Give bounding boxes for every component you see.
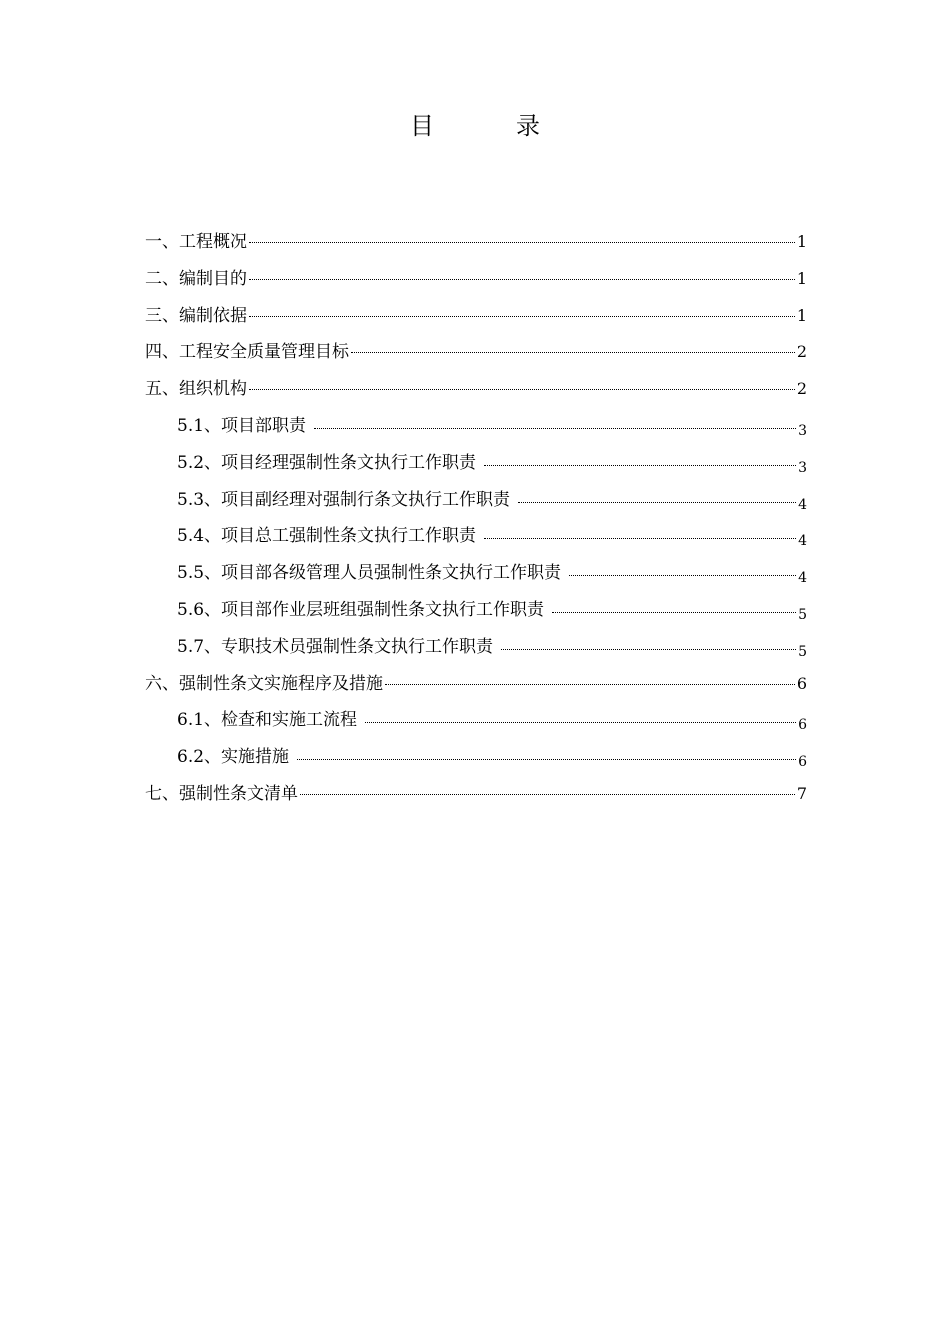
toc-dot-leader	[249, 389, 795, 390]
page-title	[0, 108, 950, 144]
toc-page-number: 5	[798, 643, 807, 660]
toc-entry[interactable]	[145, 224, 807, 261]
toc-entry-label: 5.3、项目副经理对强制行条文执行工作职责	[177, 489, 511, 510]
toc-subentry[interactable]	[145, 518, 807, 555]
toc-entry-label: 6.1、检查和实施工流程	[177, 710, 358, 731]
toc-page-number: 2	[796, 342, 807, 362]
toc-dot-leader	[484, 465, 796, 466]
toc-dot-leader	[552, 612, 796, 613]
toc-entry-label: 七、强制性条文清单	[145, 783, 298, 804]
toc-subentry[interactable]	[145, 739, 807, 776]
toc-page-number: 2	[796, 379, 807, 399]
title-part-1: 目	[410, 112, 434, 140]
toc-entry-label: 四、工程安全质量管理目标	[145, 342, 349, 363]
toc-page-number: 4	[798, 533, 807, 550]
toc-subentry[interactable]	[145, 592, 807, 629]
toc-subentry[interactable]	[145, 702, 807, 739]
toc-entry-label: 一、工程概况	[145, 232, 247, 252]
toc-entry-label: 二、编制目的	[145, 268, 247, 289]
toc-entry-label: 五、组织机构	[145, 379, 247, 400]
toc-entry-label: 5.4、项目总工强制性条文执行工作职责	[177, 526, 477, 547]
toc-dot-leader	[501, 649, 796, 650]
toc-page-number: 6	[798, 717, 807, 734]
toc-subentry[interactable]	[145, 629, 807, 666]
toc-subentry[interactable]	[145, 445, 807, 482]
toc-page-number: 1	[796, 305, 807, 325]
toc-entry[interactable]	[145, 776, 807, 813]
toc-page-number: 7	[796, 783, 807, 803]
table-of-contents	[145, 224, 807, 813]
toc-entry-label: 六、强制性条文实施程序及措施	[145, 673, 383, 694]
toc-entry[interactable]	[145, 261, 807, 298]
toc-subentry[interactable]	[145, 408, 807, 445]
toc-dot-leader	[249, 279, 795, 280]
toc-entry-label: 5.1、项目部职责	[177, 415, 307, 436]
toc-entry-label: 6.2、实施措施	[177, 747, 290, 768]
toc-dot-leader	[365, 722, 796, 723]
toc-page-number: 4	[798, 570, 807, 587]
toc-entry[interactable]	[145, 371, 807, 408]
toc-dot-leader	[484, 538, 796, 539]
toc-dot-leader	[518, 502, 796, 503]
toc-page-number: 1	[796, 232, 807, 251]
toc-dot-leader	[385, 684, 795, 685]
toc-dot-leader	[249, 242, 795, 243]
toc-subentry[interactable]	[145, 555, 807, 592]
toc-page-number: 6	[796, 673, 807, 693]
toc-page-number: 3	[798, 459, 807, 476]
toc-entry[interactable]	[145, 298, 807, 335]
toc-entry[interactable]	[145, 334, 807, 371]
toc-dot-leader	[351, 352, 795, 353]
toc-page-number: 3	[798, 422, 807, 439]
toc-dot-leader	[569, 575, 796, 576]
toc-dot-leader	[297, 759, 796, 760]
toc-dot-leader	[249, 316, 795, 317]
toc-page-number: 5	[798, 606, 807, 623]
toc-entry-label: 三、编制依据	[145, 305, 247, 326]
toc-page-number: 6	[798, 754, 807, 771]
toc-dot-leader	[300, 794, 795, 795]
toc-entry-label: 5.6、项目部作业层班组强制性条文执行工作职责	[177, 599, 545, 620]
toc-entry-label: 5.2、项目经理强制性条文执行工作职责	[177, 452, 477, 473]
toc-page-number: 1	[796, 268, 807, 288]
toc-subentry[interactable]	[145, 482, 807, 519]
title-part-2: 录	[516, 112, 540, 140]
toc-entry[interactable]	[145, 666, 807, 703]
toc-entry-label: 5.7、专职技术员强制性条文执行工作职责	[177, 636, 494, 657]
toc-page-number: 4	[798, 496, 807, 513]
toc-dot-leader	[314, 428, 796, 429]
toc-entry-label: 5.5、项目部各级管理人员强制性条文执行工作职责	[177, 563, 562, 584]
